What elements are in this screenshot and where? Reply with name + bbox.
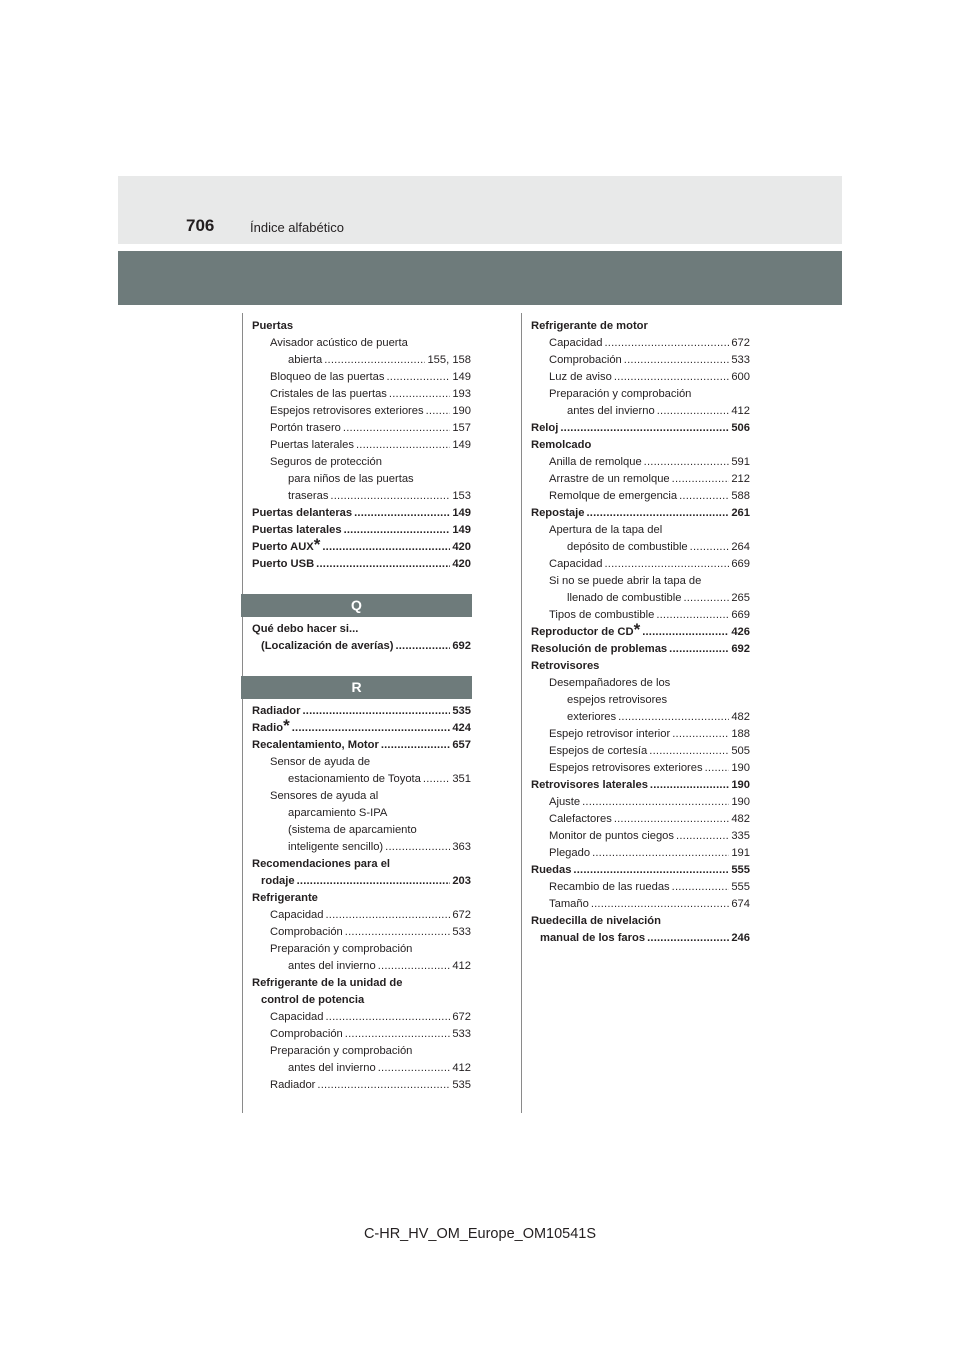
index-entry (252, 958, 471, 975)
index-entry-label: para niños de las puertas (288, 473, 414, 485)
index-entry (531, 692, 750, 709)
index-entry-label: Puertas (252, 320, 294, 332)
index-entry-label: Capacidad (549, 337, 603, 349)
index-entry (252, 890, 471, 907)
index-entry-page: 533 (452, 1028, 471, 1040)
index-entry-page: 482 (731, 813, 750, 825)
dot-leader (672, 879, 730, 896)
dot-leader (297, 873, 451, 890)
dot-leader (343, 420, 450, 437)
index-entry (252, 386, 471, 403)
dot-leader (356, 437, 450, 454)
index-entry (252, 1026, 471, 1043)
index-entry-page: 669 (731, 609, 750, 621)
index-entry-label: Puerto USB (252, 558, 315, 570)
index-entry-page: 482 (731, 711, 750, 723)
section-header-q: Q (241, 594, 472, 617)
index-entry (531, 828, 750, 845)
dot-leader (656, 607, 729, 624)
index-entry-label: Sensor de ayuda de (270, 756, 371, 768)
dot-leader (395, 638, 450, 655)
index-entry (252, 638, 471, 655)
index-entry-page: 591 (731, 456, 750, 468)
dot-leader (676, 828, 729, 845)
index-entry (531, 369, 750, 386)
index-entry (531, 641, 750, 658)
dot-leader (378, 1060, 451, 1077)
index-entry-page: 412 (731, 405, 750, 417)
dot-leader (378, 958, 451, 975)
index-entry-label: Cristales de las puertas (270, 388, 387, 400)
dot-leader (381, 737, 451, 754)
index-entry-label: Plegado (549, 847, 591, 859)
index-entry-label: abierta (288, 354, 323, 366)
index-entry (252, 788, 471, 805)
index-entry-label: manual de los faros (540, 932, 646, 944)
index-entry-label: Reproductor de CD (531, 626, 634, 638)
index-entry-label: Desempañadores de los (549, 677, 671, 689)
index-entry-label: Refrigerante de motor (531, 320, 648, 332)
index-entry-page: 555 (731, 881, 750, 893)
dot-leader (573, 862, 729, 879)
index-entry-page: 424 (452, 722, 471, 734)
dot-leader (650, 777, 729, 794)
index-entry (531, 743, 750, 760)
dot-leader (324, 352, 425, 369)
index-entry (531, 726, 750, 743)
index-entry-page: 533 (731, 354, 750, 366)
index-entry-page: 246 (731, 932, 750, 944)
index-entry-label: Tipos de combustible (549, 609, 655, 621)
index-entry (252, 352, 471, 369)
index-entry-label: Refrigerante de la unidad de (252, 977, 403, 989)
index-group-refrigerante-ruedecilla (531, 318, 750, 947)
index-entry-page: 412 (452, 1062, 471, 1074)
index-entry (531, 420, 750, 437)
index-entry (531, 437, 750, 454)
index-entry-page: 588 (731, 490, 750, 502)
dot-leader (614, 369, 730, 386)
index-entry-label: Ajuste (549, 796, 581, 808)
index-entry-label: Refrigerante (252, 892, 318, 904)
index-entry (252, 873, 471, 890)
index-entry (531, 811, 750, 828)
index-entry-page: 657 (452, 739, 471, 751)
index-entry (252, 488, 471, 505)
index-entry-page: 190 (731, 762, 750, 774)
index-entry-label: Luz de aviso (549, 371, 612, 383)
index-entry (531, 556, 750, 573)
dot-leader (386, 369, 450, 386)
index-entry-page: 674 (731, 898, 750, 910)
index-entry-page: 265 (731, 592, 750, 604)
index-entry (252, 1043, 471, 1060)
dot-leader (642, 624, 729, 641)
dot-leader (292, 720, 451, 737)
index-entry (252, 403, 471, 420)
index-entry (531, 862, 750, 879)
index-entry (531, 318, 750, 335)
index-entry-page: 692 (731, 643, 750, 655)
index-entry-label: depósito de combustible (567, 541, 688, 553)
dot-leader (326, 1009, 451, 1026)
index-entry (531, 505, 750, 522)
index-entry-label: aparcamiento S-IPA (288, 807, 388, 819)
index-entry-page: 191 (731, 847, 750, 859)
dot-leader (560, 420, 729, 437)
index-entry (252, 941, 471, 958)
dot-leader (423, 771, 450, 788)
dot-leader (385, 839, 450, 856)
dot-leader (344, 522, 451, 539)
index-entry (531, 386, 750, 403)
index-entry-label: Recalentamiento, Motor (252, 739, 379, 751)
index-entry (252, 1009, 471, 1026)
index-entry (252, 856, 471, 873)
dot-leader (683, 590, 729, 607)
index-entry (531, 913, 750, 930)
index-entry-label: Puertas delanteras (252, 507, 353, 519)
index-entry-page: 193 (452, 388, 471, 400)
index-entry-label: Recambio de las ruedas (549, 881, 670, 893)
index-entry-label: Repostaje (531, 507, 585, 519)
index-entry-label: Ruedecilla de nivelación (531, 915, 661, 927)
index-entry-page: 153 (452, 490, 471, 502)
index-entry-label: Ruedas (531, 864, 572, 876)
index-entry-label: Portón trasero (270, 422, 341, 434)
dot-leader (586, 505, 729, 522)
dot-leader (605, 556, 730, 573)
dot-leader (669, 641, 729, 658)
index-entry-label: Espejos de cortesía (549, 745, 648, 757)
index-entry (531, 352, 750, 369)
index-group-puertas (252, 318, 471, 573)
index-entry-label: Anilla de remolque (549, 456, 642, 468)
index-entry (252, 975, 471, 992)
index-entry (531, 845, 750, 862)
index-entry-page: 363 (452, 841, 471, 853)
dot-leader (303, 703, 451, 720)
index-entry (531, 454, 750, 471)
page-title: Índice alfabético (250, 220, 344, 235)
header-band (118, 176, 842, 244)
index-entry (531, 607, 750, 624)
index-entry-page: 555 (731, 864, 750, 876)
index-entry (531, 471, 750, 488)
index-entry-label: Puertas laterales (252, 524, 342, 536)
index-column-right (531, 318, 750, 947)
dot-leader (316, 556, 450, 573)
index-entry-label: estacionamiento de Toyota (288, 773, 421, 785)
index-entry-label: Reloj (531, 422, 559, 434)
index-entry (252, 335, 471, 352)
index-entry-label: Bloqueo de las puertas (270, 371, 385, 383)
index-entry-label: Comprobación (270, 1028, 343, 1040)
index-entry-page: 672 (452, 1011, 471, 1023)
index-entry (252, 437, 471, 454)
column-divider-right (521, 313, 522, 1113)
index-group-r (252, 703, 471, 1094)
index-entry-page: 190 (452, 405, 471, 417)
index-entry (252, 771, 471, 788)
dot-leader (672, 471, 730, 488)
index-entry-label: Remolcado (531, 439, 592, 451)
index-entry-label: Tamaño (549, 898, 589, 910)
index-entry-label: Espejos retrovisores exteriores (549, 762, 703, 774)
index-entry-label: Remolque de emergencia (549, 490, 678, 502)
index-entry-label: Radiador (270, 1079, 316, 1091)
column-divider-left (242, 313, 243, 1113)
index-entry-page: 149 (452, 524, 471, 536)
index-entry (252, 318, 471, 335)
dot-leader (690, 539, 730, 556)
index-entry (252, 822, 471, 839)
index-entry-page: 426 (731, 626, 750, 638)
index-entry-label: exteriores (567, 711, 617, 723)
index-entry-page: 672 (731, 337, 750, 349)
index-entry-page: 203 (452, 875, 471, 887)
dot-leader (426, 403, 451, 420)
dot-leader (657, 403, 730, 420)
index-entry-page: 261 (731, 507, 750, 519)
index-entry (252, 907, 471, 924)
index-entry-label: Monitor de puntos ciegos (549, 830, 675, 842)
index-entry (252, 1060, 471, 1077)
dot-leader (614, 811, 730, 828)
dot-leader (354, 505, 450, 522)
dot-leader (647, 930, 729, 947)
index-entry-label: Comprobación (549, 354, 622, 366)
index-entry (252, 505, 471, 522)
index-entry (252, 805, 471, 822)
index-entry-page: 149 (452, 507, 471, 519)
index-entry-page: 692 (452, 640, 471, 652)
dot-leader (618, 709, 729, 726)
index-entry-label: Espejo retrovisor interior (549, 728, 671, 740)
index-entry-label: Preparación y comprobación (270, 943, 413, 955)
index-entry-page: 190 (731, 796, 750, 808)
index-entry-page: 535 (452, 1079, 471, 1091)
page-number: 706 (186, 216, 215, 235)
dot-leader (345, 924, 451, 941)
index-entry-label: espejos retrovisores (567, 694, 668, 706)
index-entry-label: Puerto AUX (252, 541, 314, 553)
dot-leader (705, 760, 730, 777)
index-entry-page: 420 (452, 558, 471, 570)
index-entry: Radio * ..... 424 (252, 720, 471, 737)
dot-leader (624, 352, 730, 369)
index-entry-label: rodaje (261, 875, 295, 887)
index-entry (531, 488, 750, 505)
index-entry-label: (Localización de averías) (261, 640, 394, 652)
index-entry-label: Radiador (252, 705, 301, 717)
index-entry-label: inteligente sencillo) (288, 841, 384, 853)
index-entry (252, 369, 471, 386)
dot-leader (330, 488, 450, 505)
index-entry (531, 590, 750, 607)
index-entry (531, 403, 750, 420)
index-entry-label: control de potencia (261, 994, 365, 1006)
index-entry: Reproductor de CD * ..... 426 (531, 624, 750, 641)
dot-leader (389, 386, 450, 403)
index-entry-page: 190 (731, 779, 750, 791)
index-entry (252, 454, 471, 471)
index-entry-label: Sensores de ayuda al (270, 790, 379, 802)
index-entry-page: 264 (731, 541, 750, 553)
index-entry-label: Seguros de protección (270, 456, 382, 468)
index-entry (531, 930, 750, 947)
document-code: C-HR_HV_OM_Europe_OM10541S (363, 1226, 597, 1242)
index-entry (252, 924, 471, 941)
index-entry: Puerto AUX * ..... 420 (252, 539, 471, 556)
index-entry-label: Radio (252, 722, 284, 734)
index-entry (252, 471, 471, 488)
dot-leader (317, 1077, 450, 1094)
index-entry-label: Puertas laterales (270, 439, 354, 451)
index-entry-label: llenado de combustible (567, 592, 682, 604)
index-entry-page: 672 (452, 909, 471, 921)
index-entry-page: 505 (731, 745, 750, 757)
index-entry-page: 149 (452, 371, 471, 383)
index-entry-label: Capacidad (270, 1011, 324, 1023)
dot-leader (649, 743, 729, 760)
dot-leader (672, 726, 729, 743)
index-entry-label: Retrovisores (531, 660, 600, 672)
index-entry-label: Retrovisores laterales (531, 779, 648, 791)
index-entry-label: Apertura de la tapa del (549, 524, 663, 536)
index-entry-page: 420 (452, 541, 471, 553)
index-entry (252, 992, 471, 1009)
index-entry-label: (sistema de aparcamiento (288, 824, 417, 836)
index-entry-label: traseras (288, 490, 329, 502)
index-entry-label: Capacidad (549, 558, 603, 570)
index-entry (531, 658, 750, 675)
dot-leader (591, 896, 730, 913)
header-dark-band (118, 251, 842, 305)
index-entry-label: Recomendaciones para el (252, 858, 391, 870)
index-entry-label: antes del invierno (288, 960, 376, 972)
section-header-r: R (241, 676, 472, 699)
index-entry (252, 839, 471, 856)
index-entry-page: 669 (731, 558, 750, 570)
index-entry (531, 777, 750, 794)
index-entry-label: Calefactores (549, 813, 612, 825)
dot-leader (345, 1026, 451, 1043)
index-entry-page: 600 (731, 371, 750, 383)
dot-leader (605, 335, 730, 352)
index-entry-page: 351 (452, 773, 471, 785)
dot-leader (592, 845, 729, 862)
index-entry-label: antes del invierno (288, 1062, 376, 1074)
index-entry (531, 522, 750, 539)
index-entry-label: Resolución de problemas (531, 643, 668, 655)
index-entry-label: Capacidad (270, 909, 324, 921)
index-entry-label: Qué debo hacer si... (252, 623, 359, 635)
index-entry-page: 188 (731, 728, 750, 740)
index-entry (252, 1077, 471, 1094)
index-entry-page: 506 (731, 422, 750, 434)
index-entry (252, 754, 471, 771)
index-entry-label: antes del invierno (567, 405, 655, 417)
index-entry-page: 412 (452, 960, 471, 972)
dot-leader (679, 488, 729, 505)
index-column-left (252, 318, 471, 1094)
index-entry (531, 675, 750, 692)
index-entry (531, 896, 750, 913)
index-entry-label: Espejos retrovisores exteriores (270, 405, 424, 417)
dot-leader (644, 454, 730, 471)
index-entry (252, 737, 471, 754)
index-entry-label: Si no se puede abrir la tapa de (549, 575, 702, 587)
index-entry-label: Avisador acústico de puerta (270, 337, 408, 349)
index-entry-label: Preparación y comprobación (270, 1045, 413, 1057)
index-entry-label: Preparación y comprobación (549, 388, 692, 400)
index-entry (531, 794, 750, 811)
index-entry-page: 157 (452, 422, 471, 434)
index-entry-page: 155, 158 (427, 354, 471, 366)
index-entry-page: 533 (452, 926, 471, 938)
dot-leader (322, 539, 450, 556)
index-entry-page: 335 (731, 830, 750, 842)
index-group-q (252, 621, 471, 655)
index-entry (252, 621, 471, 638)
index-entry (531, 879, 750, 896)
index-entry (252, 556, 471, 573)
index-entry-label: Comprobación (270, 926, 343, 938)
index-entry (531, 539, 750, 556)
index-entry (252, 522, 471, 539)
index-entry (531, 573, 750, 590)
index-entry (252, 420, 471, 437)
index-entry-page: 212 (731, 473, 750, 485)
dot-leader (582, 794, 729, 811)
dot-leader (326, 907, 451, 924)
index-entry (531, 335, 750, 352)
index-entry-page: 535 (452, 705, 471, 717)
index-entry (531, 709, 750, 726)
index-entry (531, 760, 750, 777)
index-entry-page: 149 (452, 439, 471, 451)
index-entry-label: Arrastre de un remolque (549, 473, 670, 485)
